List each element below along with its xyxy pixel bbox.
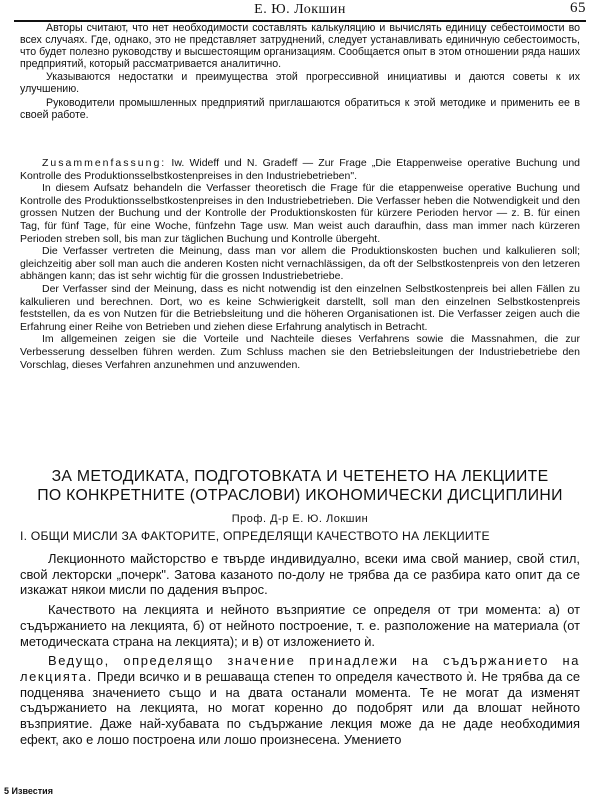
article-paragraph-text: Преди всичко и в решаваща степен то определя качеството ѝ. Не трябва да се подценява значението също и на двата останали момента. Те не могат да изменят съдържанието на лекцията, но могат коренно до подобрят или да влошат нейното възприятие. Даже най-хубавата по съдържание лекция може да не даде необходимия ефект, ако е лошо построена или лошо произнесена. Умението [20,668,580,747]
page-number: 65 [570,0,586,16]
page-footer: 5 Известия [4,786,53,796]
summary-label: Zusammenfassung: [42,157,167,169]
german-summary-intro [20,157,580,182]
german-summary-paragraph: Die Verfasser vertreten die Meinung, dass man vor allem die Produktionskosten buchen und kalkulieren soll; gleichzeitig aber soll man auch die anderen Kosten nicht vernachlässigen, da oft der Selbstkostenpreis von den letzeren abhängen kann; das ist sehr wichtig für die grossen Industriebetriebe. [20,245,580,283]
article-author: Проф. Д-р Е. Ю. Локшин [231,513,369,525]
summary-reference: Iw. Wideff und N. Gradeff — Zur Frage „Die Etappenweise operative Buchung und Kontrolle des Produktionsselbstkostenpreises in den Industriebetrieben". [20,157,580,182]
russian-summary-paragraph: Руководители промышленных предприятий приглашаются обратиться к этой методике и применить ее в своей работе. [20,96,580,121]
article-paragraph: Качеството на лекцията и нейното възприятие се определя от три момента: а) от съдържанието на лекцията, б) от нейното построение, т. е. разположение на материала (от методическата страна на лекцията); и в) от изложението ѝ. [20,602,580,649]
article-title [20,467,580,505]
german-summary-paragraph: In diesem Aufsatz behandeln die Verfasser theoretisch die Frage für die etappenweise operative Buchung und Kontrolle des Produktionsselbstkostenpreises in den Industriebetrieben. Die Verfasser heben die Notwendigkeit und den grossen Nutzen der Buchung und der Kontrolle der Produktionskosten für kürzere Perioden hervor — z. B. für einen Tag, für fünf Tage, für eine Woche, fünfzehn Tage usw. Man weist auch daraufhin, dass man immer nach kürzeren Perioden streben soll, bis man zur täglichen Buchung und Kontrolle übergeht. [20,182,580,245]
running-header [14,0,586,22]
article-paragraph [20,653,580,747]
russian-summary-paragraph: Указываются недостатки и преимущества этой прогрессивной инициативы и даются советы к их улучшению. [20,71,580,96]
german-summary [20,157,580,371]
article-paragraph: Лекционното майсторство е твърде индивидуално, всеки има свой маниер, свой стил, свой лекторски „почерк". Затова казаното по-долу не трябва да се разбира като опит да се изкажат някои мисли по дадения въпрос. [20,551,580,598]
article-body [20,551,580,747]
section-heading: I. ОБЩИ МИСЛИ ЗА ФАКТОРИТЕ, ОПРЕДЕЛЯЩИ КАЧЕСТВОТО НА ЛЕКЦИИТЕ [20,529,490,543]
russian-summary [20,22,580,121]
running-header-title: Е. Ю. Локшин [254,2,346,17]
article-title-line: ЗА МЕТОДИКАТА, ПОДГОТОВКАТА И ЧЕТЕНЕТО НА ЛЕКЦИИТЕ [51,468,549,485]
german-summary-paragraph: Im allgemeinen zeigen sie die Vorteile und Nachteile dieses Verfahrens sowie die Massnahmen, die zur Verbesserung desselben führen werden. Zum Schluss machen sie den Betriebsleitungen der Industriebetriebe den Vorschlag, dieses Verfahren anzunehmen und anzuwenden. [20,333,580,371]
german-summary-paragraph: Der Verfasser sind der Meinung, dass es nicht notwendig ist den einzelnen Selbstkostenpreis bei allen Fällen zu kalkulieren und berechnen. Dort, wo es keine Schwierigkeit darstellt, soll man den einzelnen Selbstkostenpreis feststellen, da es von Nutzen für die Betriebsleitung und die höheren Organisationen ist. Die Verfasser zeigen auch die Erfahrung einer Reihe von Betrieben und ziehen diese Erfahrung analytisch in Betracht. [20,282,580,333]
russian-summary-paragraph: Авторы считают, что нет необходимости составлять калькуляцию и вычислять единицу себестоимости во всех случаях. Где, однако, это не представляет затруднений, следует устанавливать единичную себестоимость, что будет полезно руководству и высшестоящим организациям. Сообщается опыт в этом отношении ряда наших предприятий, который рассматривается аналитично. [20,22,580,71]
article-title-line: ПО КОНКРЕТНИТЕ (ОТРАСЛОВИ) ИКОНОМИЧЕСКИ ДИСЦИПЛИНИ [37,487,563,504]
emphasized-text: Ведущо, определящо значение принадлежи на съдържанието на лекцията. [20,653,580,684]
